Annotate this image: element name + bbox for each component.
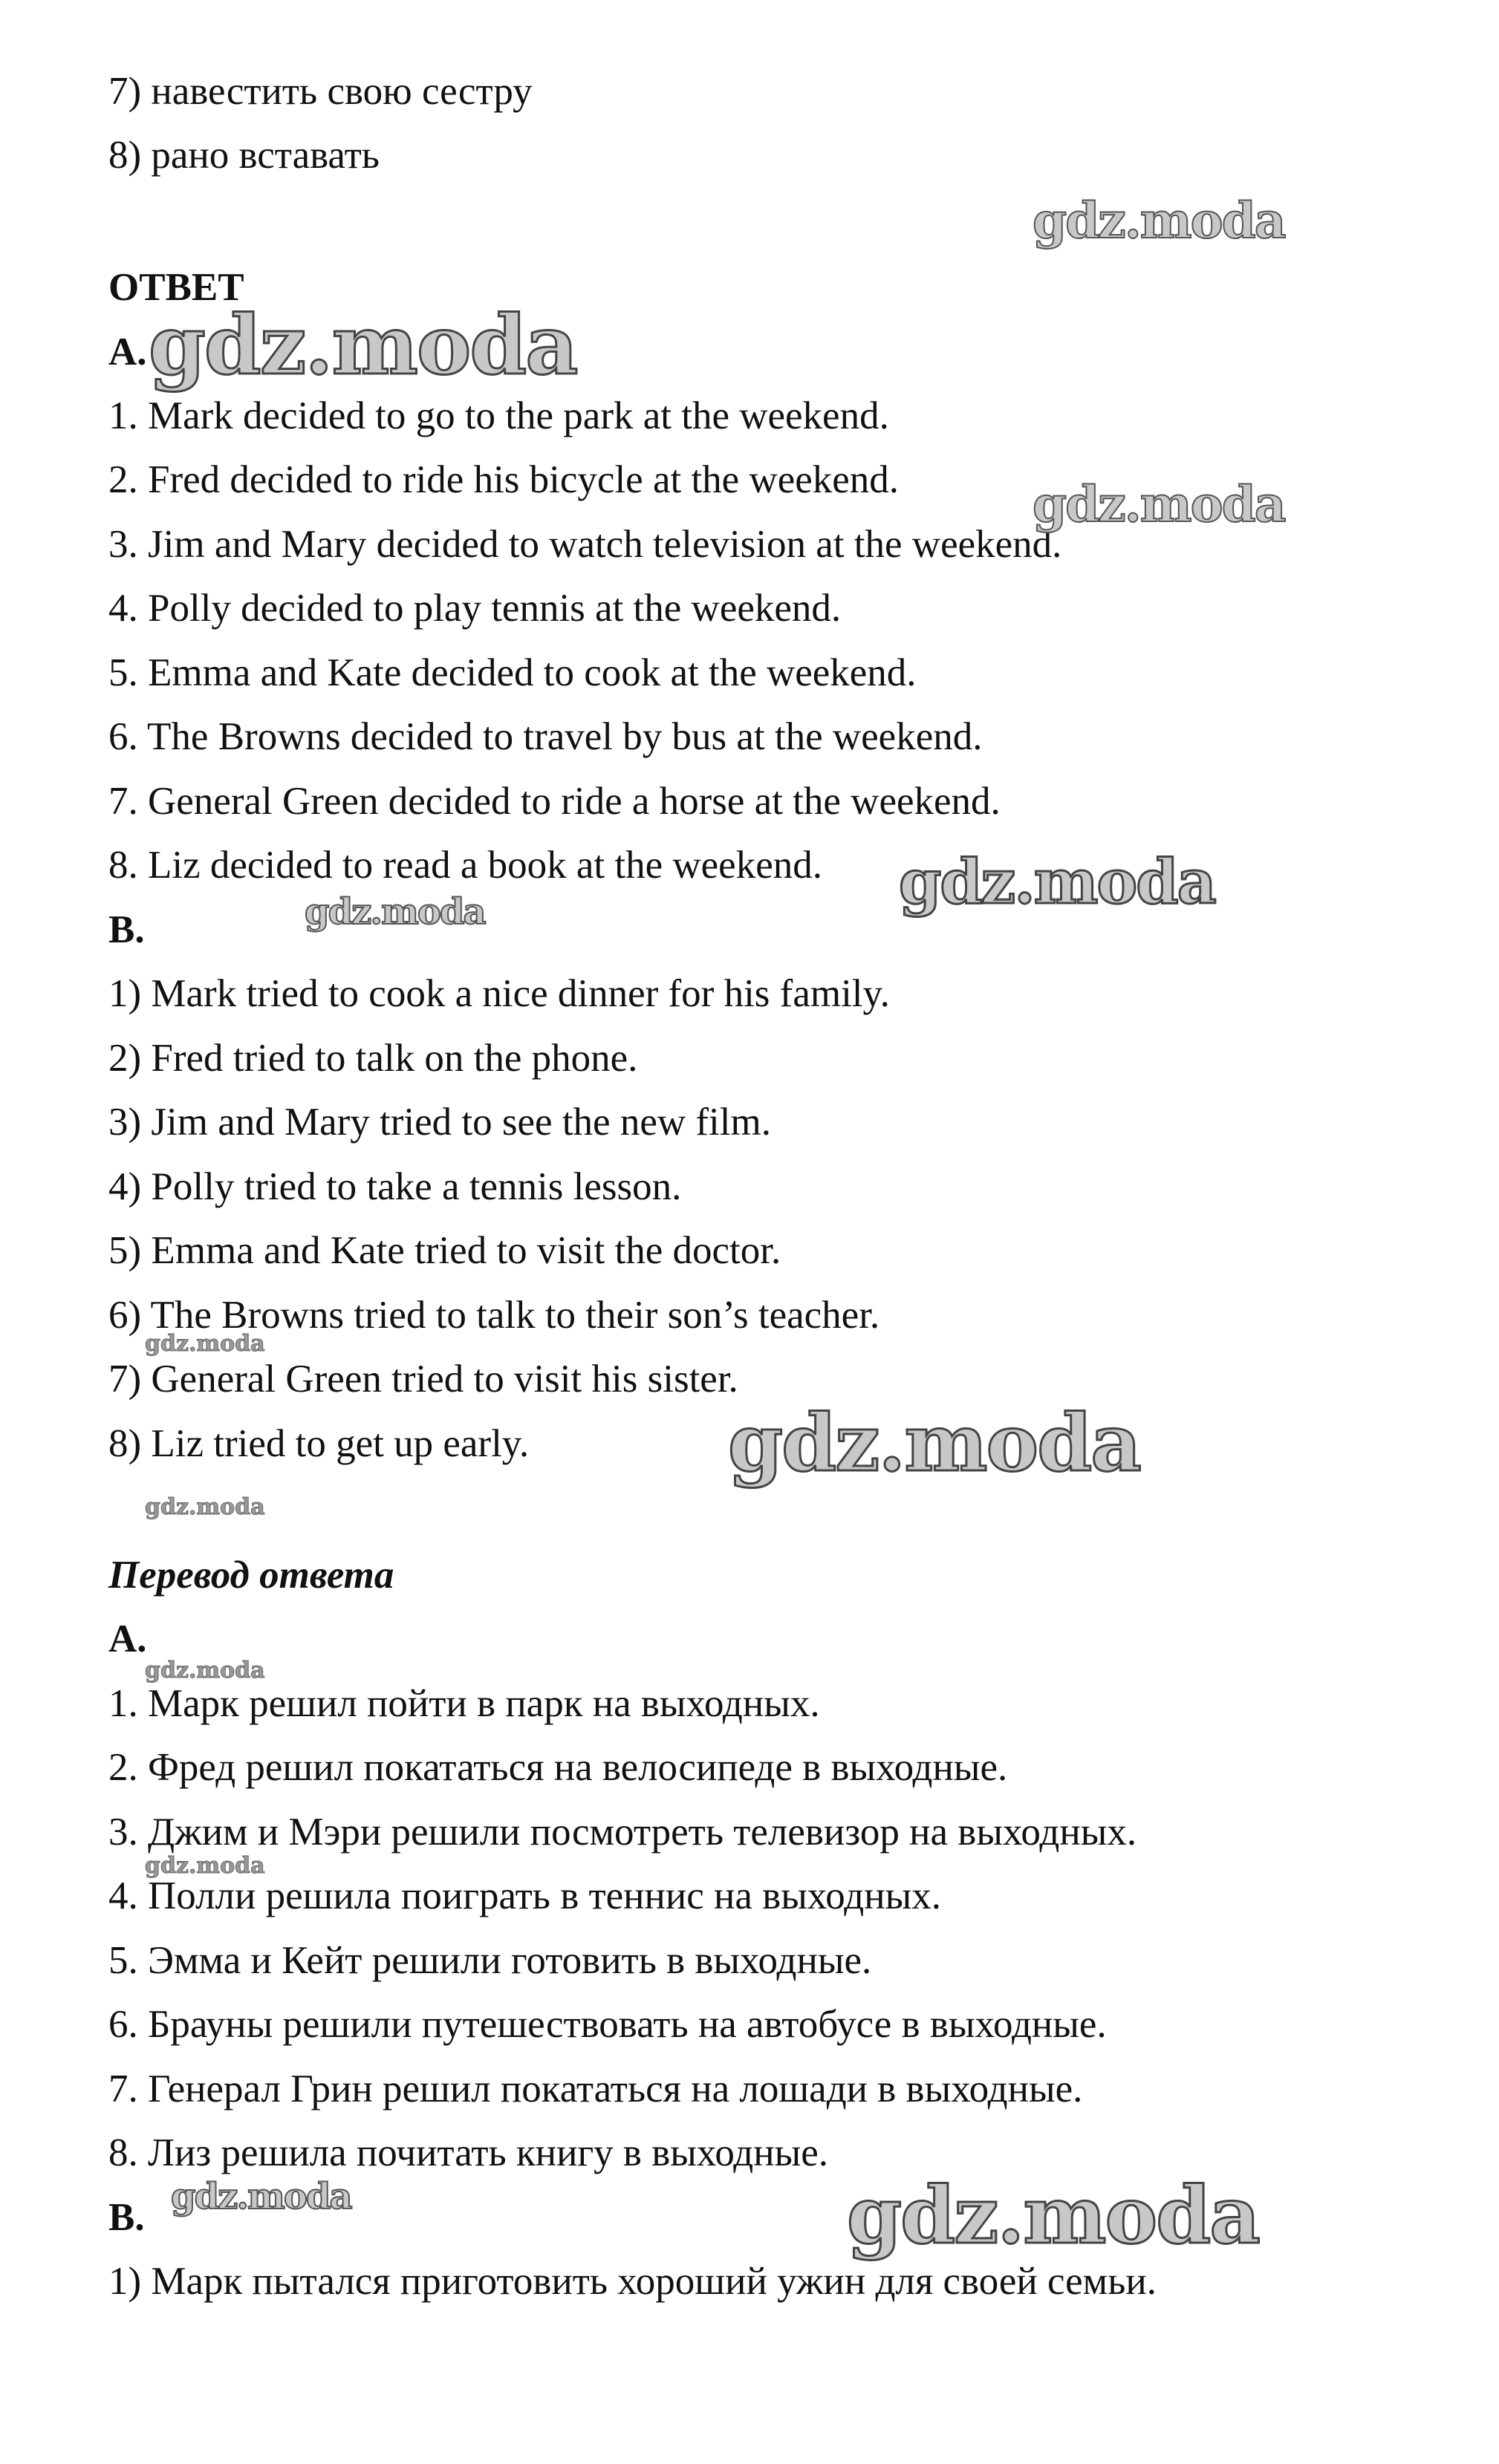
list-item: 2) Fred tried to talk on the phone. bbox=[108, 1037, 638, 1080]
list-item: 5) Emma and Kate tried to visit the doctor. bbox=[108, 1229, 781, 1272]
list-item: 3) Jim and Mary tried to see the new film. bbox=[108, 1101, 771, 1144]
list-item: 8. Лиз решила почитать книгу в выходные. bbox=[108, 2131, 829, 2174]
list-item: 5. Эмма и Кейт решили готовить в выходные. bbox=[108, 1939, 872, 1982]
section-label-a: A. bbox=[108, 1617, 147, 1660]
list-item: 7. General Green decided to ride a horse at the weekend. bbox=[108, 780, 1001, 823]
list-item: 7. Генерал Грин решил покататься на лошади в выходные. bbox=[108, 2067, 1083, 2111]
watermark: gdz.moda bbox=[899, 847, 1215, 918]
list-item: 4. Polly decided to play tennis at the weekend. bbox=[108, 587, 842, 630]
list-item: 8) рано вставать bbox=[108, 134, 380, 177]
watermark: gdz.moda bbox=[305, 891, 485, 933]
list-item: 6) The Browns tried to talk to their son’s teacher. bbox=[108, 1294, 880, 1337]
list-item: 1) Марк пытался приготовить хороший ужин для своей семьи. bbox=[108, 2260, 1157, 2303]
watermark: gdz.moda bbox=[847, 2168, 1259, 2261]
list-item: 4) Polly tried to take a tennis lesson. bbox=[108, 1165, 682, 1208]
list-item: 7) General Green tried to visit his sister. bbox=[108, 1358, 738, 1401]
section-label-b: B. bbox=[108, 2196, 145, 2239]
watermark: gdz.moda bbox=[145, 1853, 265, 1879]
answer-heading: ОТВЕТ bbox=[108, 266, 244, 309]
list-item: 4. Полли решила поиграть в теннис на выходных. bbox=[108, 1874, 941, 1917]
list-item: 6. The Browns decided to travel by bus at the weekend. bbox=[108, 715, 983, 758]
list-item: 5. Emma and Kate decided to cook at the weekend. bbox=[108, 651, 917, 694]
section-label-b: B. bbox=[108, 908, 145, 951]
watermark: gdz.moda bbox=[171, 2176, 351, 2217]
watermark: gdz.moda bbox=[145, 1658, 265, 1684]
list-item: 8. Liz decided to read a book at the weekend. bbox=[108, 844, 822, 887]
list-item: 1) Mark tried to cook a nice dinner for his family. bbox=[108, 972, 890, 1015]
section-label-a: A. bbox=[108, 330, 147, 374]
list-item: 6. Брауны решили путешествовать на автобусе в выходные. bbox=[108, 2003, 1107, 2046]
watermark: gdz.moda bbox=[145, 1494, 265, 1520]
watermark: gdz.moda bbox=[1033, 192, 1285, 250]
list-item: 2. Fred decided to ride his bicycle at the weekend. bbox=[108, 458, 900, 501]
watermark: gdz.moda bbox=[149, 297, 577, 393]
watermark: gdz.moda bbox=[1033, 475, 1285, 533]
list-item: 1. Марк решил пойти в парк на выходных. bbox=[108, 1682, 820, 1725]
watermark: gdz.moda bbox=[145, 1331, 265, 1357]
list-item: 8) Liz tried to get up early. bbox=[108, 1422, 530, 1465]
list-item: 7) навестить свою сестру bbox=[108, 70, 533, 113]
list-item: 2. Фред решил покататься на велосипеде в выходные. bbox=[108, 1746, 1008, 1789]
list-item: 3. Джим и Мэри решили посмотреть телевизор на выходных. bbox=[108, 1810, 1137, 1854]
translation-heading: Перевод ответа bbox=[108, 1554, 394, 1597]
list-item: 1. Mark decided to go to the park at the weekend. bbox=[108, 394, 889, 437]
list-item: 3. Jim and Mary decided to watch television at the weekend. bbox=[108, 523, 1062, 566]
watermark: gdz.moda bbox=[728, 1396, 1140, 1489]
